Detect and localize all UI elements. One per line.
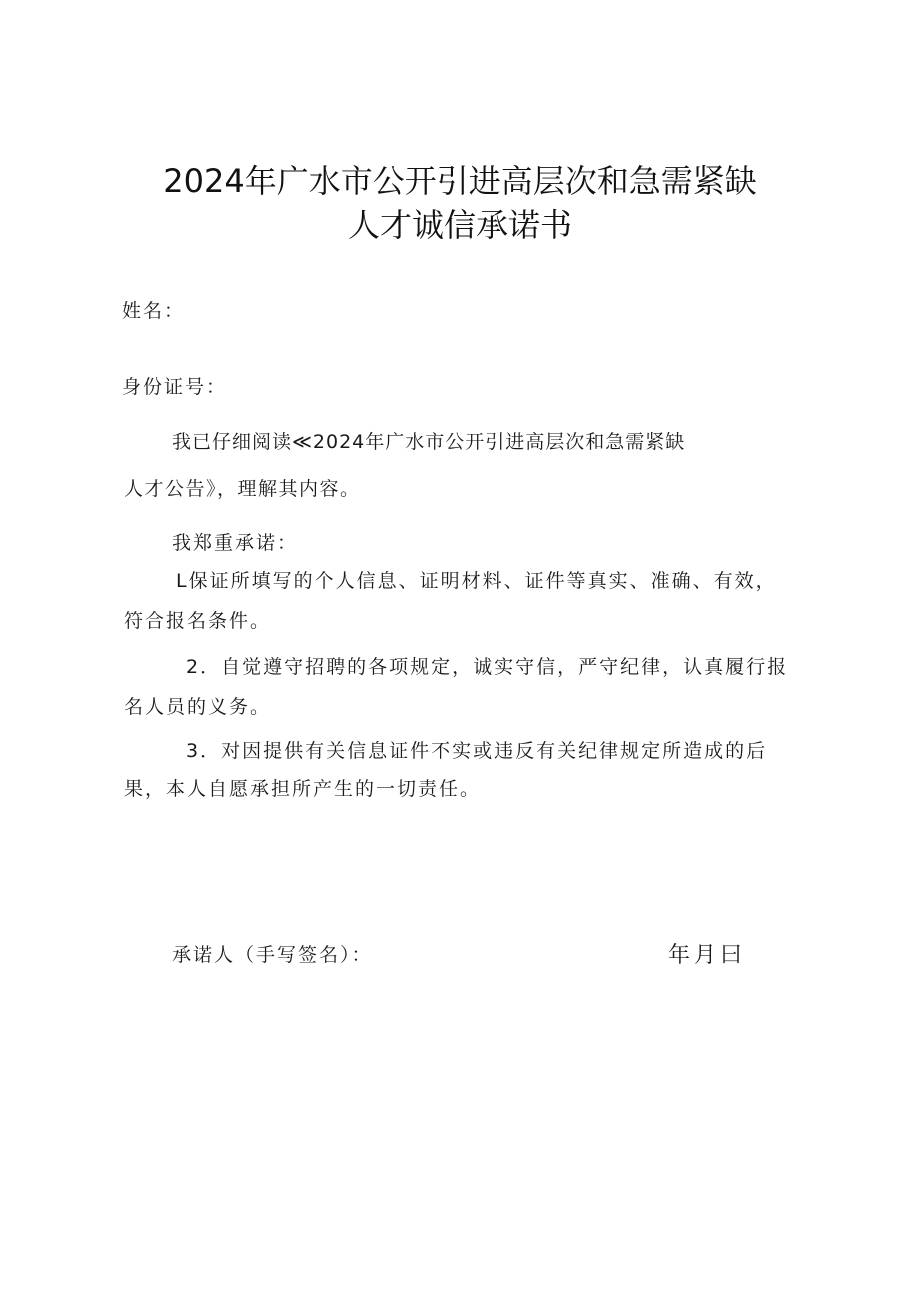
pledge-item-1-line-2: 符合报名条件。 xyxy=(124,610,272,632)
document-title-line-1: 2024年广水市公开引进高层次和急需紧缺 xyxy=(163,162,757,200)
signature-label: 承诺人（手写签名）： xyxy=(172,944,373,966)
intro-paragraph-line-1: 我已仔细阅读≪2024年广水市公开引进高层次和急需紧缺 xyxy=(172,431,686,453)
name-field-label: 姓名： xyxy=(122,300,186,322)
intro-paragraph-line-2: 人才公告》，理解其内容。 xyxy=(124,478,361,500)
pledge-item-2-line-1: 2．自觉遵守招聘的各项规定，诚实守信，严守纪律，认真履行报 xyxy=(186,656,789,678)
date-label: 年月曰 xyxy=(668,943,747,968)
pledge-item-3-line-1: 3．对因提供有关信息证件不实或违反有关纪律规定所造成的后 xyxy=(186,740,768,762)
id-number-field-label: 身份证号： xyxy=(122,376,228,398)
pledge-heading: 我郑重承诺： xyxy=(172,532,299,554)
document-title-line-2: 人才诚信承诺书 xyxy=(347,206,572,244)
pledge-item-3-line-2: 果，本人自愿承担所产生的一切责任。 xyxy=(124,778,482,800)
pledge-item-2-line-2: 名人员的义务。 xyxy=(124,696,272,718)
pledge-item-1-line-1: L保证所填写的个人信息、证明材料、证件等真实、准确、有效， xyxy=(176,570,777,592)
